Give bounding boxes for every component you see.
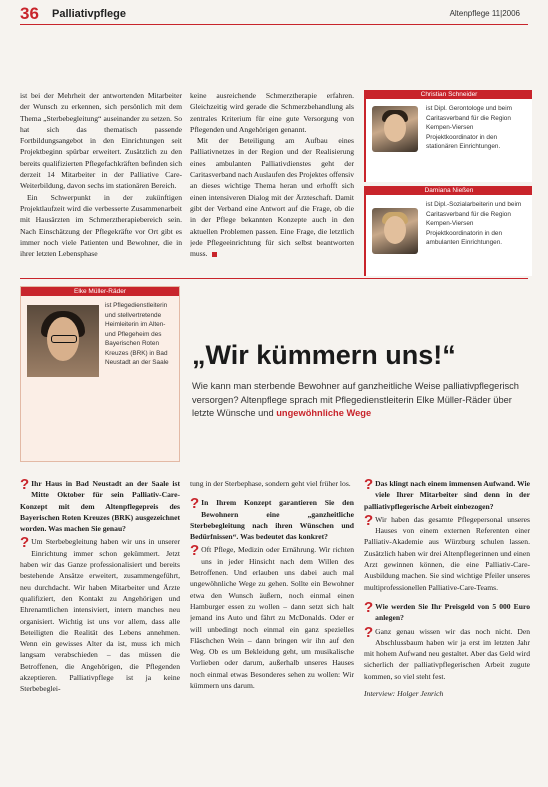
interviewee-box	[20, 286, 180, 462]
answer-text: Um Sterbebegleitung haben wir uns in unserer Einrichtung immer schon gekümmert. Jetzt haben wir das Ganze professionalisiert und bereits bestehende Ansätze erweitert, zusammengeführt, neu durchdacht. Wir haben Mitarbeiter und Ärzte qualifiziert, den Kontakt zu Angehörigen und Ehrenamtlichen intensiviert, intern manches neu organisiert. Wichtig ist uns vor allem, dass alle Beteiligten die Realität des Lebens annehmen. Wenn ein gewisses Alter da ist, muss ich mich langsam verabschieden – das müssen die Betroffenen, die Angehörigen, die Pflegenden akzeptieren. Palliativpflege ist ja keine Sterbebeglei-	[20, 537, 180, 694]
paragraph-text: Mit der Beteiligung am Aufbau eines Palliativnetzes in der Region und der Realisierung eines ambulanten Palliativdienstes geht der Caritasverband nach Auslaufen des Projektes offensiv an dieses wichtige Thema heran und erhofft sich einen intensiveren Dialog mit der Ärzteschaft. Damit gibt der Verband eine Antwort auf die Frage, ob die in der Pflege bekannten Konzepte auch in den aktuellen Problemen passen. Eine Frage, die letztlich jede Pflegeeinrichtung für sich selbst beantworten muss.	[190, 136, 354, 259]
paragraph: Ein Schwerpunkt in der zukünftigen Projektlaufzeit wird die verbesserte Zusammenarbeit mit Hausärzten im Schmerztherapiebereich sein. Nach Einschätzung der Pflegekräfte vor Ort gibt es immer noch viele Patienten und Bewohner, die in ihrer letzten Lebensphase	[20, 192, 182, 259]
interview-question	[20, 478, 180, 534]
question-text: Wie werden Sie Ihr Preisgeld von 5 000 Euro anlegen?	[375, 601, 530, 623]
deck-highlight: ungewöhnliche Wege	[276, 408, 372, 418]
author-box-schneider	[364, 90, 532, 182]
author-bio: ist Dipl.-Sozialarbeiterin und beim Caritasverband für die Region Kempen-Viersen Projektkoordinatorin in den ambulanten Einrichtungen.	[426, 201, 522, 246]
interview-column-1	[20, 478, 180, 778]
interview-column-3	[364, 478, 530, 778]
top-column-1	[20, 90, 182, 270]
author-bio: ist Dipl. Gerontologe und beim Caritasverband für die Region Kempen-Viersen Projektkoordinator in den stationären Einrichtungen.	[426, 105, 512, 150]
question-icon: ?	[364, 598, 374, 616]
section-title: Palliativpflege	[52, 8, 126, 20]
issue-date: Altenpflege 11|2006	[449, 9, 520, 18]
paragraph: keine ausreichende Schmerztherapie erfahren. Gleichzeitig wird gerade die Schmerzbehandlung als zentrales Kriterium für eine gute Versorgung von Pflegenden und Angehörigen genannt.	[190, 91, 354, 134]
article-deck	[192, 380, 532, 421]
page-number: 36	[20, 4, 39, 23]
interviewer-credit: Interview: Holger Jenrich	[364, 689, 444, 699]
question-icon: ?	[20, 478, 30, 493]
header-rule	[20, 24, 528, 25]
answer-icon: ?	[190, 542, 200, 560]
interview-question	[190, 497, 354, 542]
paragraph	[190, 135, 354, 259]
author-name: Christian Schneider	[366, 90, 532, 99]
answer-icon: ?	[20, 534, 30, 552]
answer-text: Wir haben das gesamte Pflegepersonal unseres Hauses von einem externen Referenten einer Palliativ-Akademie aus Würzburg schulen lassen. Zusätzlich haben wir drei Altenpflegerinnen und einen Arzt gewinnen können, die eine Palliativ-Care-Ausbildung machen. Sie sind wichtige Pfeiler unseres multiprofessionellen Palliative-Care-Teams.	[364, 514, 530, 592]
question-text: Ihr Haus in Bad Neustadt an der Saale ist Mitte Oktober für sein Palliativ-Care-Konzept mit dem Altenpflegepreis des Bayerischen Roten Kreuzes (BRK) ausgezeichnet worden. Was machen Sie genau?	[20, 479, 180, 534]
interview-column-2	[190, 478, 354, 778]
author-name: Damiana Nießen	[366, 186, 532, 195]
interview-answer-continued: tung in der Sterbephase, sondern geht viel früher los.	[190, 479, 351, 488]
interview-answer	[190, 544, 354, 691]
question-text: In Ihrem Konzept garantieren Sie den Bewohnern eine „ganzheitliche Sterbebegleitung nach ihren Wünschen und Bedürfnissen“. Was bedeutet das konkret?	[190, 498, 354, 542]
paragraph: ist bei der Mehrheit der antwortenden Mitarbeiter der Wunsch zu erkennen, sich persönlich mit dem Thema „Sterbebegleitung“ auseinander zu setzen. So hat sich das thematisch passende Fortbildungsangebot in den Einrichtungen seit Projektbeginn spürbar erweitert. Zusätzlich zu den bereits qualifizierten Pflegefachkräften befinden sich derzeit 14 Mitarbeiter in der Palliative Care-Weiterbildung, davon sechs im stationären Bereich.	[20, 91, 182, 191]
interview-question	[364, 598, 530, 624]
answer-icon: ?	[364, 511, 374, 529]
question-icon: ?	[364, 478, 374, 493]
top-column-2	[190, 90, 354, 276]
answer-text: Ganz genau wissen wir das noch nicht. Den Abschlussbaum haben wir ja erst im letzten Jahr mit hohem Aufwand neu gestaltet. Aber das Geld wird sicherlich der palliativpflegerischen Arbeit zugute kommen, so viel steht fest.	[364, 626, 530, 681]
interview-answer	[364, 511, 530, 593]
question-icon: ?	[190, 495, 200, 513]
author-photo	[372, 208, 418, 254]
interview-answer	[20, 536, 180, 694]
section-divider	[20, 278, 528, 279]
interviewee-photo	[27, 305, 99, 377]
question-text: Das klingt nach einem immensen Aufwand. Wie viele Ihrer Mitarbeiter sind denn in der palliativpflegerische Arbeit einbezogen?	[364, 479, 530, 511]
interviewee-name: Elke Müller-Räder	[21, 287, 179, 296]
article-headline: „Wir kümmern uns!“	[192, 340, 456, 370]
author-box-niessen	[364, 186, 532, 276]
answer-icon: ?	[364, 623, 374, 641]
interviewee-bio: ist Pflegedienstleiterin und stellvertretende Heimleiterin im Alten- und Pflegeheim des Bayerischen Roten Kreuzes (BRK) in Bad Neustadt an der Saale	[105, 302, 169, 366]
answer-text: Oft Pflege, Medizin oder Ernährung. Wir richten uns in jeder Hinsicht nach dem Willen des Betroffenen. Und erlauben uns dabei auch mal ungewöhnliche Wege zu gehen. Sollte ein Bewohner etwa den Wunsch äußern, noch einmal einen Hamburger essen zu wollen – dann setzt sich halt jemand ins Auto und fährt zu McDonalds. Oder er will unbedingt noch einmal ein ganz spezielles Fläschchen Wein – dann bringen wir ihn auf den Weg. Ob es um Bekleidung geht, um musikalische Vorlieben oder darum, außerhalb unseres Hauses noch einmal etwas Besonderes sehen zu wollen: Wir kümmern uns darum.	[190, 545, 354, 691]
interview-answer	[364, 623, 530, 682]
deck-text: Wie kann man sterbende Bewohner auf ganzheitliche Weise palliativpflegerisch versorgen? Altenpflege sprach mit Pflegedienstleiterin Elke Müller-Räder über letzte Wünsche und	[192, 381, 519, 418]
end-mark-icon	[212, 252, 217, 257]
interview-question	[364, 478, 530, 512]
author-photo	[372, 106, 418, 152]
